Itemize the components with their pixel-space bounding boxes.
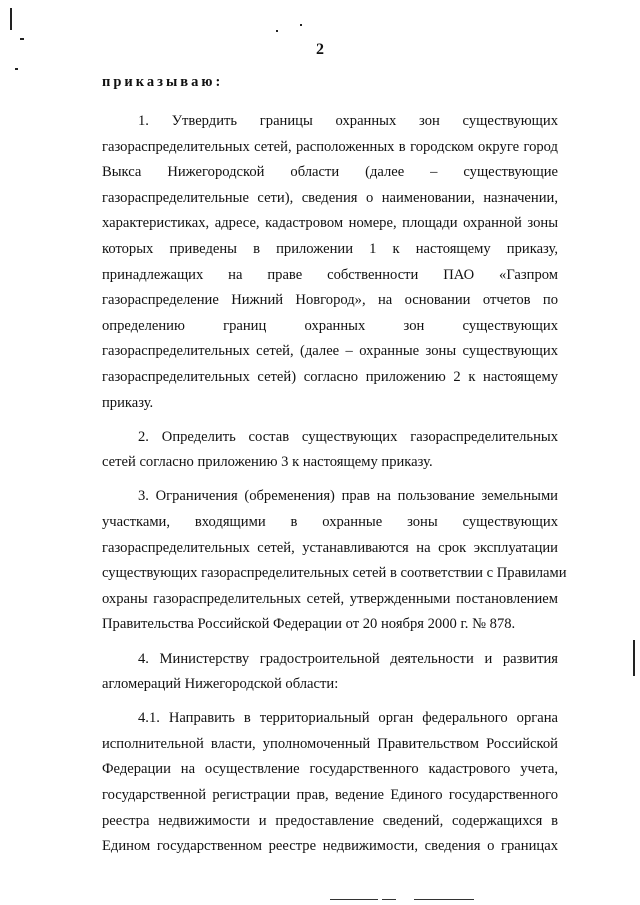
footer-rule	[330, 899, 378, 900]
scan-dot	[20, 38, 24, 40]
text-line: агломераций Нижегородской области:	[102, 676, 339, 692]
text-line: 3. Ограничения (обременения) прав на пользование земельными	[138, 488, 558, 504]
page-number: 2	[316, 41, 324, 58]
text-line: исполнительной власти, уполномоченный Правительством Российской	[102, 736, 558, 752]
text-line: газораспределительные сети), сведения о наименовании, назначении,	[102, 190, 558, 206]
text-line: 1. Утвердить границы охранных зон существующих	[138, 113, 558, 129]
text-line: реестра недвижимости и предоставление сведений, содержащихся в	[102, 813, 558, 829]
text-line: принадлежащих на праве собственности ПАО «Газпром	[102, 267, 558, 283]
text-line: государственной регистрации прав, ведение Единого государственного	[102, 787, 558, 803]
text-line: Едином государственном реестре недвижимости, сведения о границах	[102, 838, 558, 854]
text-line: Выкса Нижегородской области (далее – существующие	[102, 164, 558, 180]
text-line: которых приведены в приложении 1 к настоящему приказу,	[102, 241, 558, 257]
scan-dot	[15, 68, 18, 70]
text-line: Правительства Российской Федерации от 20 ноября 2000 г. № 878.	[102, 616, 516, 632]
text-line: газораспределительных сетей, расположенных в городском округе город	[102, 139, 558, 155]
text-line: 4. Министерству градостроительной деятельности и развития	[138, 651, 558, 667]
text-line: определению границ охранных зон существующих	[102, 318, 558, 334]
footer-rule	[382, 899, 396, 900]
scan-edge-mark	[633, 640, 635, 676]
scan-dot	[276, 30, 278, 32]
text-line: приказу.	[102, 395, 154, 411]
text-line: охраны газораспределительных сетей, утвержденными постановлением	[102, 591, 558, 607]
order-heading: приказываю:	[102, 74, 224, 90]
text-line: существующих газораспределительных сетей в соответствии с Правилами	[102, 565, 567, 581]
text-line: Федерации на осуществление государственного кадастрового учета,	[102, 761, 558, 777]
scan-dot	[300, 24, 302, 26]
text-line: сетей согласно приложению 3 к настоящему приказу.	[102, 454, 433, 470]
text-line: газораспределительных сетей, (далее – охранные зоны существующих	[102, 343, 558, 359]
text-line: газораспределение Нижний Новгород», на основании отчетов по	[102, 292, 558, 308]
text-line: участками, входящими в охранные зоны существующих	[102, 514, 558, 530]
footer-rule	[414, 899, 474, 900]
scan-edge-mark	[10, 8, 12, 30]
text-line: характеристиках, адресе, кадастровом номере, площади охранной зоны	[102, 215, 558, 231]
text-line: газораспределительных сетей) согласно приложению 2 к настоящему	[102, 369, 558, 385]
text-line: 2. Определить состав существующих газораспределительных	[138, 429, 558, 445]
text-line: 4.1. Направить в территориальный орган федерального органа	[138, 710, 558, 726]
text-line: газораспределительных сетей, устанавливаются на срок эксплуатации	[102, 540, 558, 556]
